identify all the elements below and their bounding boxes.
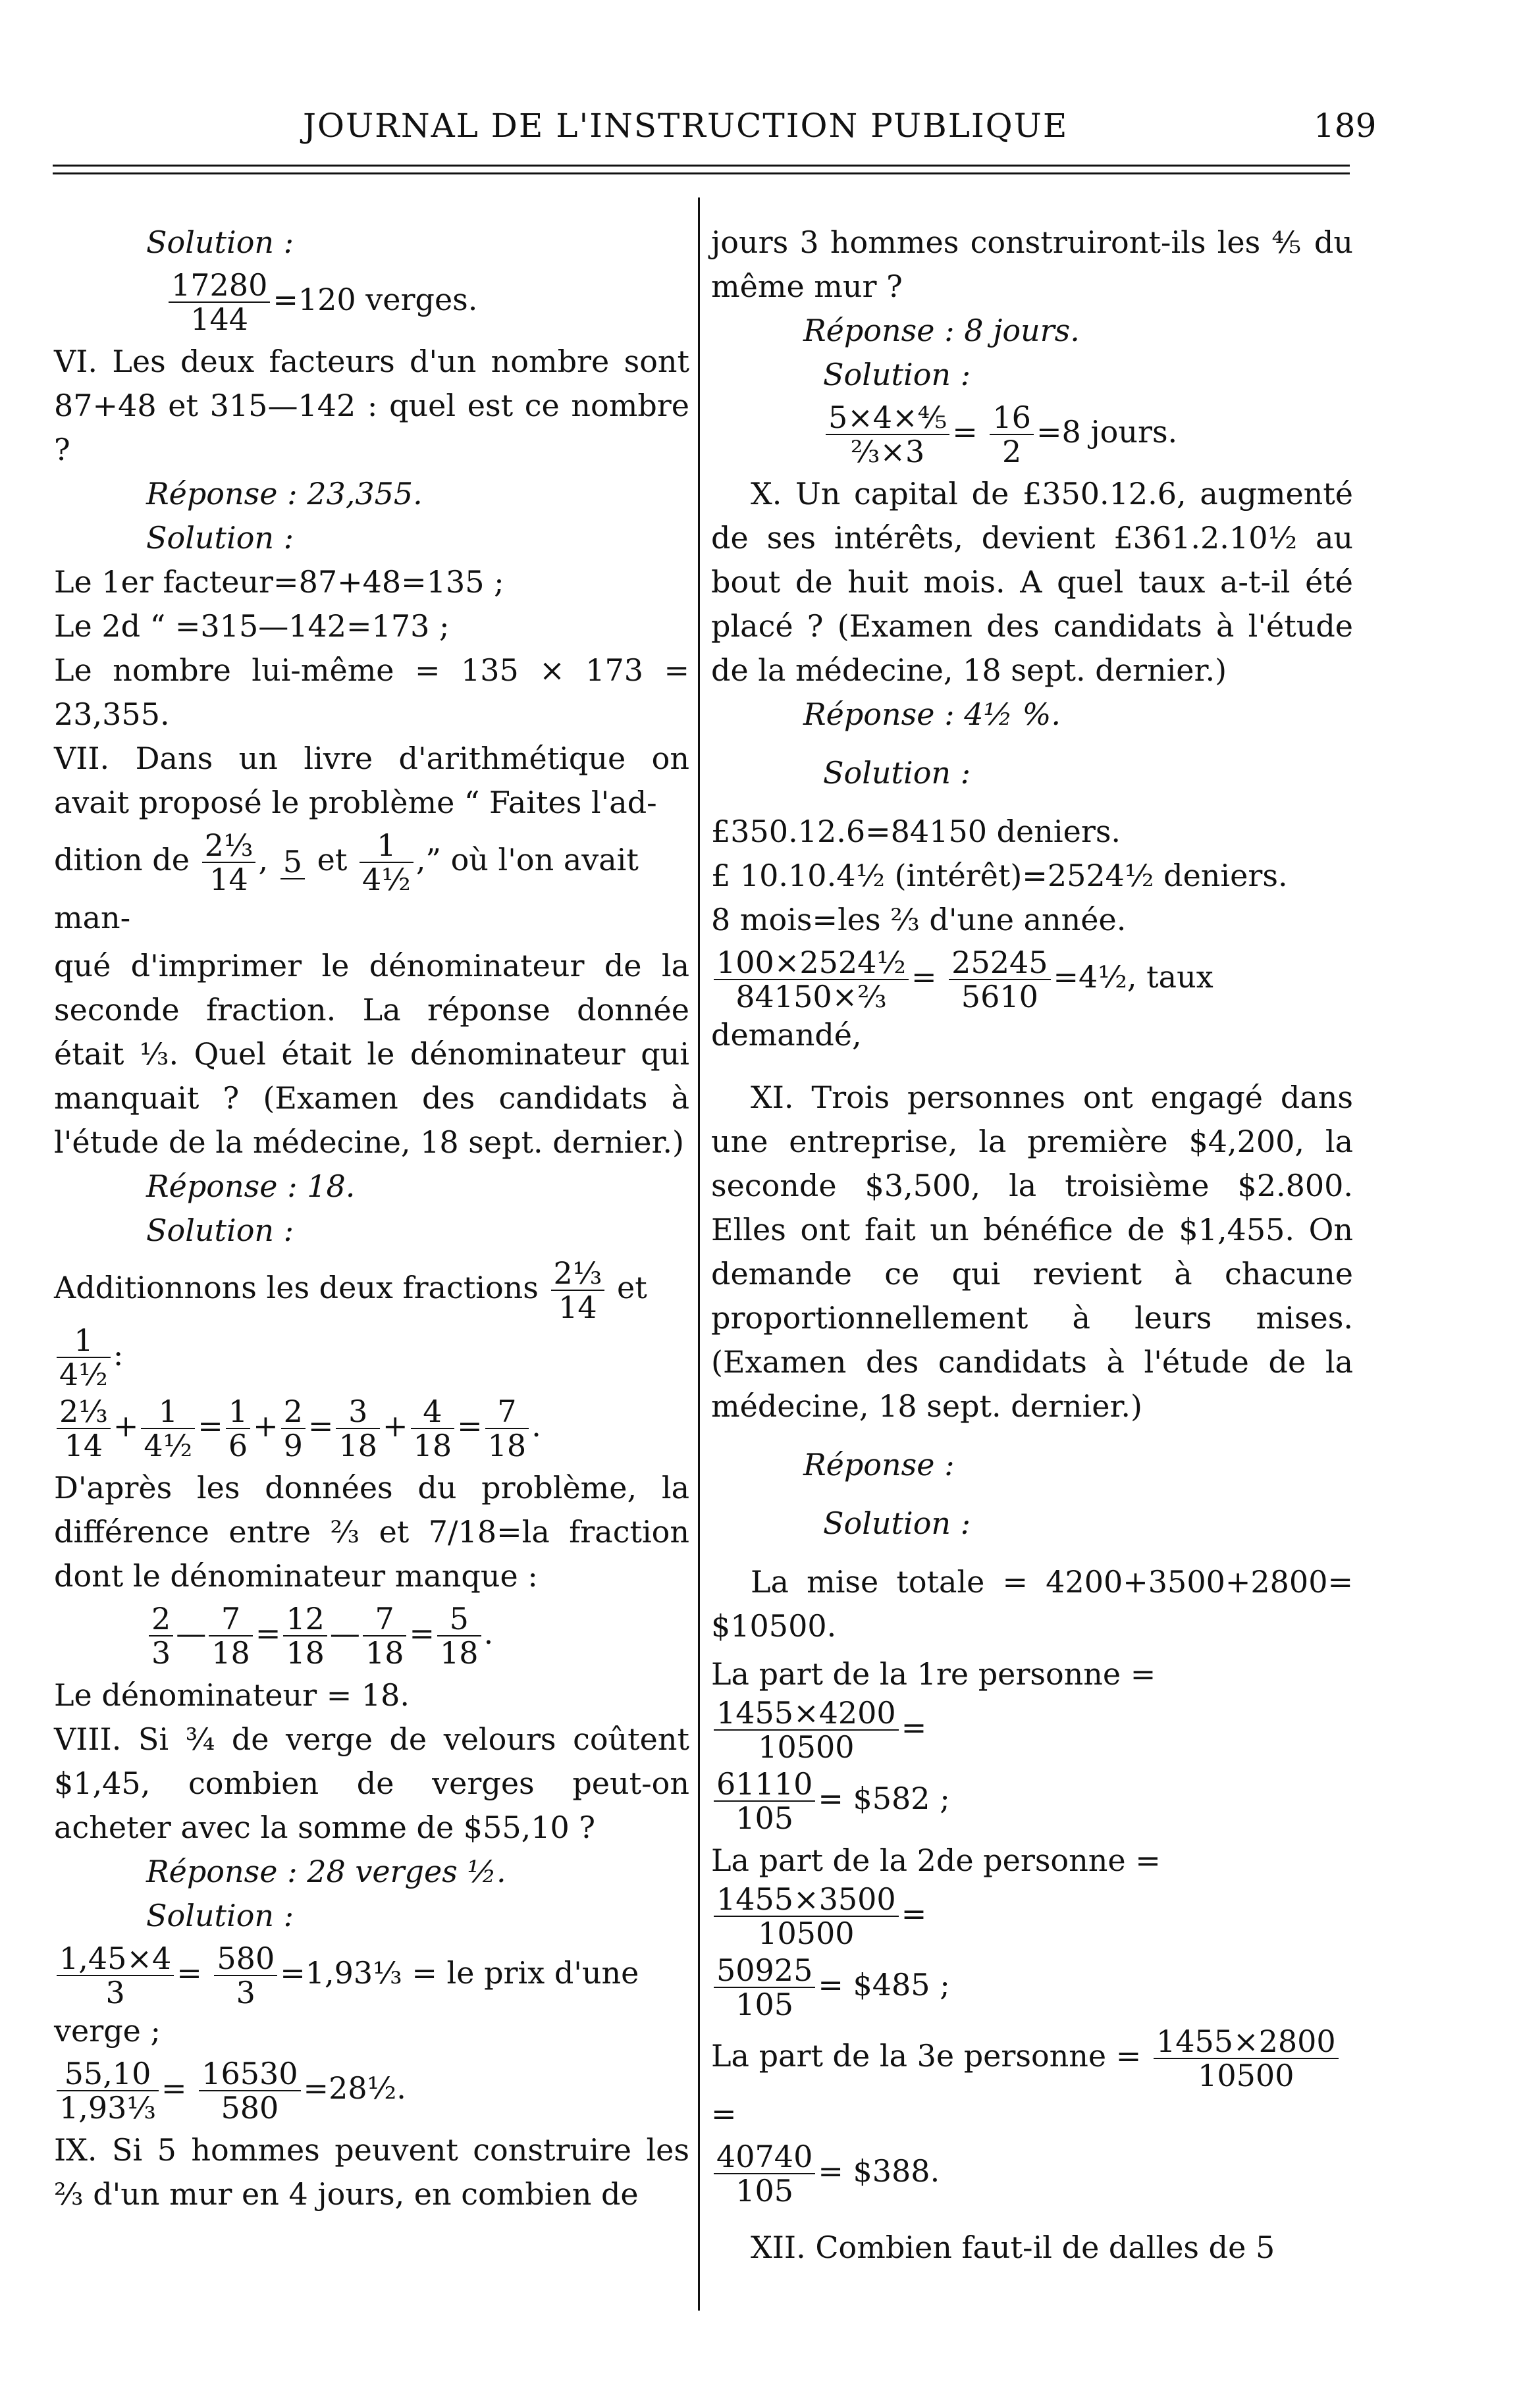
answer: Réponse : 8 jours.: [803, 313, 1080, 348]
fraction: $\frac{2}{9}$: [281, 1395, 306, 1462]
solution-label: Solution :: [146, 1898, 294, 1933]
fraction: $\frac{16}{2}$: [990, 401, 1034, 468]
answer: Réponse : 23,355.: [146, 476, 423, 511]
solution-line: Le nombre lui-même = 135 × 173 = 23,355.: [54, 652, 689, 732]
solution-text: D'après les données du problème, la différence entre ⅔ et 7/18=la fraction dont le dénominateur manque :: [54, 1470, 689, 1594]
fraction: $\frac{1}{\text{4½}}$: [360, 829, 413, 896]
fraction: $\frac{7}{18}$: [209, 1602, 253, 1669]
fraction: $\frac{1}{6}$: [226, 1395, 250, 1462]
equation: $\frac{40740}{105}$ = $388.: [711, 2140, 1353, 2207]
header-rule-top: [53, 165, 1350, 167]
journal-title: JOURNAL DE L'INSTRUCTION PUBLIQUE: [303, 107, 1069, 145]
fraction: $\frac{1455\times 2800}{10500}$: [1154, 2025, 1339, 2092]
equation: $\frac{\text{5×4×⅘}}{\text{⅔×3}}$ = $\frac{16}{2}$ =8 jours.: [711, 401, 1353, 468]
left-column: [54, 221, 689, 2216]
fraction: $\frac{\text{2⅓}}{14}$: [57, 1395, 111, 1462]
solution-label: Solution :: [146, 520, 294, 556]
fraction: $\frac{5}{18}$: [437, 1602, 481, 1669]
solution-line: £350.12.6=84150 deniers.: [711, 814, 1121, 849]
problem-xii: XII. Combien faut-il de dalles de 5: [751, 2230, 1275, 2265]
fraction: $\frac{55,10}{\text{1,93⅓}}$: [57, 2057, 159, 2124]
fraction: $\frac{3}{18}$: [336, 1395, 380, 1462]
problem-vi: VI. Les deux facteurs d'un nombre sont 87+48 et 315—142 : quel est ce nombre ?: [54, 344, 689, 467]
fraction: $\frac{4}{18}$: [411, 1395, 455, 1462]
problem-vii: VII. Dans un livre d'arithmétique on avait proposé le problème “ Faites l'ad-: [54, 741, 689, 820]
header-rule-bottom: [53, 172, 1350, 174]
answer: Réponse : 18.: [146, 1168, 356, 1204]
fraction: $\frac{1}{\text{4½}}$: [57, 1324, 111, 1391]
equation: La part de la 3e personne = $\frac{1455\times 2800}{10500}$ =: [711, 2025, 1353, 2136]
equation: $\frac{55,10}{\text{1,93⅓}}$ = $\frac{16530}{580}$ =28½.: [54, 2057, 689, 2124]
fraction: 5: [280, 845, 305, 879]
problem-ix-cont: jours 3 hommes construiront-ils les ⅘ du même mur ?: [711, 224, 1353, 304]
equation: $\frac{2}{3}$ — $\frac{7}{18}$ = $\frac{12}{18}$ — $\frac{7}{18}$ = $\frac{5}{18}$ .: [54, 1602, 689, 1669]
fraction: $\frac{7}{18}$: [363, 1602, 407, 1669]
solution-label: Solution :: [823, 1505, 971, 1541]
fraction: $\frac{12}{18}$: [283, 1602, 327, 1669]
fraction: $\frac{61110}{105}$: [714, 1767, 815, 1835]
equation: La part de la 2de personne = $\frac{1455\times 3500}{10500}$ =: [711, 1843, 1161, 1951]
fraction: $\frac{7}{18}$: [485, 1395, 529, 1462]
solution-line: Le 2d “ =315—142=173 ;: [54, 608, 450, 644]
solution-line: Le dénominateur = 18.: [54, 1677, 410, 1713]
equation: $\frac{1,45\times 4}{3}$ = $\frac{580}{3}$ =1,93⅓ = le prix d'une verge ;: [54, 1941, 639, 2049]
problem-xi: XI. Trois personnes ont engagé dans une entreprise, la première $4,200, la seconde $3,500, la troisième $2.800. Elles ont fait un bénéfice de $1,455. On demande ce qui revient à chacune proportionnellement à leurs mises. (Examen des candidats à l'étude de la médecine, 18 sept. dernier.): [711, 1080, 1353, 1424]
fraction: $\frac{\text{2⅓}}{14}$: [551, 1257, 605, 1324]
solution-line: Le 1er facteur=87+48=135 ;: [54, 564, 504, 600]
fraction: $\frac{50925}{105}$: [714, 1954, 815, 2021]
page-header: [0, 99, 1519, 151]
fraction: $\frac{\text{100×2524½}}{\text{84150×⅔}}$: [714, 946, 909, 1013]
fraction: $\frac{1}{\text{4½}}$: [141, 1395, 195, 1462]
fraction: $\frac{2}{3}$: [149, 1602, 173, 1669]
answer: Réponse : 28 verges ½.: [146, 1854, 506, 1889]
solution-label: Solution :: [823, 755, 971, 791]
solution-label: Solution :: [146, 1213, 294, 1248]
equation: $\frac{50925}{105}$ = $485 ;: [711, 1954, 1353, 2021]
equation: $\frac{\text{100×2524½}}{\text{84150×⅔}}$ = $\frac{25245}{5610}$ =4½, taux demandé,: [711, 945, 1213, 1053]
fraction: $\frac{25245}{5610}$: [949, 946, 1050, 1013]
equation: dition de $\frac{\text{2⅓}}{14}$ , 5 et $\frac{1}{\text{4½}}$ ,” où l'on avait man-: [54, 827, 639, 935]
answer: Réponse : 4½ %.: [803, 696, 1061, 732]
fraction: $\frac{580}{3}$: [214, 1942, 277, 2009]
equation: Additionnons les deux fractions $\frac{\text{2⅓}}{14}$ et $\frac{1}{\text{4½}}$ :: [54, 1255, 647, 1392]
solution-label: Solution :: [823, 357, 971, 392]
solution-line: 8 mois=les ⅔ d'une année.: [711, 902, 1127, 937]
problem-vii-text: qué d'imprimer le dénominateur de la seconde fraction. La réponse donnée était ⅓. Quel était le dénominateur qui manquait ? (Examen des candidats à l'étude de la médecine, 18 sept. dernier.): [54, 948, 689, 1160]
answer: Réponse :: [803, 1447, 955, 1482]
equation: $\frac{61110}{105}$ = $582 ;: [711, 1767, 1353, 1835]
solution-line: La mise totale = 4200+3500+2800= $10500.: [711, 1564, 1353, 1644]
fraction: $\frac{1455\times 3500}{10500}$: [714, 1883, 899, 1950]
solution-line: £ 10.10.4½ (intérêt)=2524½ deniers.: [711, 858, 1288, 893]
fraction: $\frac{16530}{580}$: [199, 2057, 300, 2124]
column-divider: [698, 197, 700, 2311]
fraction: $\frac{40740}{105}$: [714, 2140, 815, 2207]
right-column: [711, 221, 1353, 2270]
problem-ix: IX. Si 5 hommes peuvent construire les ⅔ d'un mur en 4 jours, en combien de: [54, 2132, 689, 2212]
fraction: $\frac{17280}{144}$: [169, 269, 270, 336]
fraction: $\frac{\text{2⅓}}{14}$: [202, 829, 256, 896]
equation: La part de la 1re personne = $\frac{1455\times 4200}{10500}$ =: [711, 1656, 1156, 1765]
equation: $\frac{17280}{144}$ =120 verges.: [54, 269, 689, 336]
fraction: $\frac{1,45\times 4}{3}$: [57, 1942, 174, 2009]
equation: $\frac{\text{2⅓}}{14}$ + $\frac{1}{\text{4½}}$ = $\frac{1}{6}$ + $\frac{2}{9}$ = $\frac{3}{18}$ + $\frac{4}{18}$ = $\frac{7}{18}$ .: [54, 1395, 689, 1462]
fraction: $\frac{1455\times 4200}{10500}$: [714, 1696, 899, 1764]
solution-label: Solution :: [146, 224, 294, 260]
page-number: 189: [1314, 107, 1377, 145]
fraction: $\frac{\text{5×4×⅘}}{\text{⅔×3}}$: [826, 401, 949, 468]
problem-x: X. Un capital de £350.12.6, augmenté de ses intérêts, devient £361.2.10½ au bout de huit mois. A quel taux a-t-il été placé ? (Examen des candidats à l'étude de la médecine, 18 sept. dernier.): [711, 476, 1353, 688]
problem-viii: VIII. Si ¾ de verge de velours coûtent $1,45, combien de verges peut-on acheter avec la somme de $55,10 ?: [54, 1721, 689, 1845]
